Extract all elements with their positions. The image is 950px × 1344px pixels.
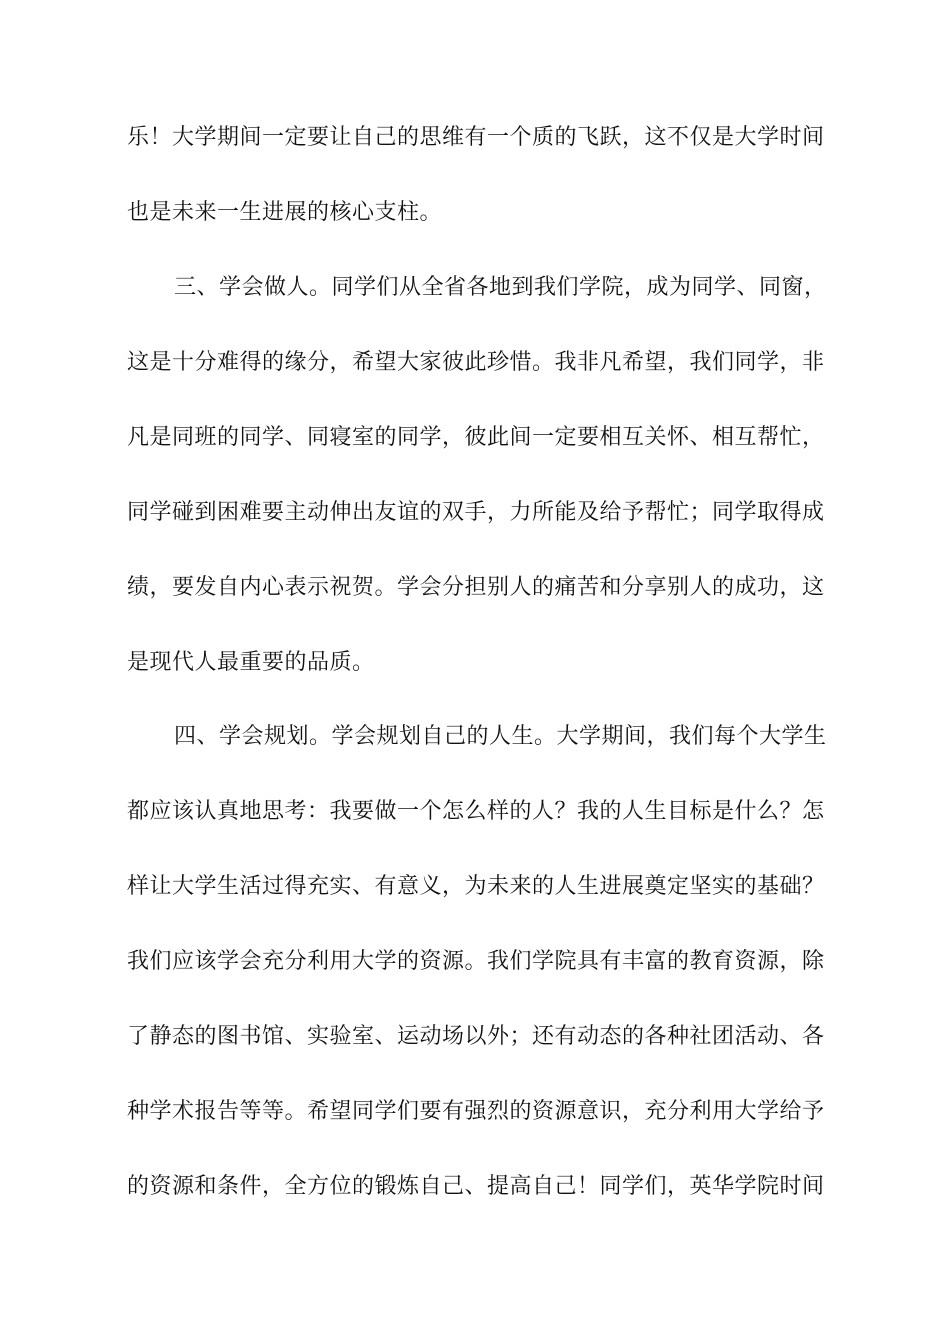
paragraph-start-line: 三、学会做人。同学们从全省各地到我们学院，成为同学、同窗， bbox=[174, 275, 827, 300]
text-line: 了静态的图书馆、实验室、运动场以外；还有动态的各种社团活动、各 bbox=[127, 1024, 825, 1049]
text-line: 同学碰到困难要主动伸出友谊的双手，力所能及给予帮忙；同学取得成 bbox=[127, 500, 825, 525]
text-line: 的资源和条件，全方位的锻炼自己、提高自己！同学们，英华学院时间 bbox=[127, 1174, 825, 1199]
text-line: 也是未来一生进展的核心支柱。 bbox=[127, 200, 443, 225]
text-line: 凡是同班的同学、同寝室的同学，彼此间一定要相互关怀、相互帮忙， bbox=[127, 425, 825, 450]
text-line: 绩，要发自内心表示祝贺。学会分担别人的痛苦和分享别人的成功，这 bbox=[127, 575, 825, 600]
text-line: 这是十分难得的缘分，希望大家彼此珍惜。我非凡希望，我们同学，非 bbox=[127, 350, 825, 375]
text-line: 乐！大学期间一定要让自己的思维有一个质的飞跃，这不仅是大学时间 bbox=[127, 125, 825, 150]
text-line: 种学术报告等等。希望同学们要有强烈的资源意识，充分利用大学给予 bbox=[127, 1099, 825, 1124]
text-line: 是现代人最重要的品质。 bbox=[127, 650, 375, 675]
paragraph-start-line: 四、学会规划。学会规划自己的人生。大学期间，我们每个大学生 bbox=[174, 724, 827, 749]
text-line: 都应该认真地思考：我要做一个怎么样的人？我的人生目标是什么？怎 bbox=[127, 799, 825, 824]
text-line: 样让大学生活过得充实、有意义，为未来的人生进展奠定坚实的基础？ bbox=[127, 874, 825, 899]
text-line: 我们应该学会充分利用大学的资源。我们学院具有丰富的教育资源，除 bbox=[127, 949, 825, 974]
